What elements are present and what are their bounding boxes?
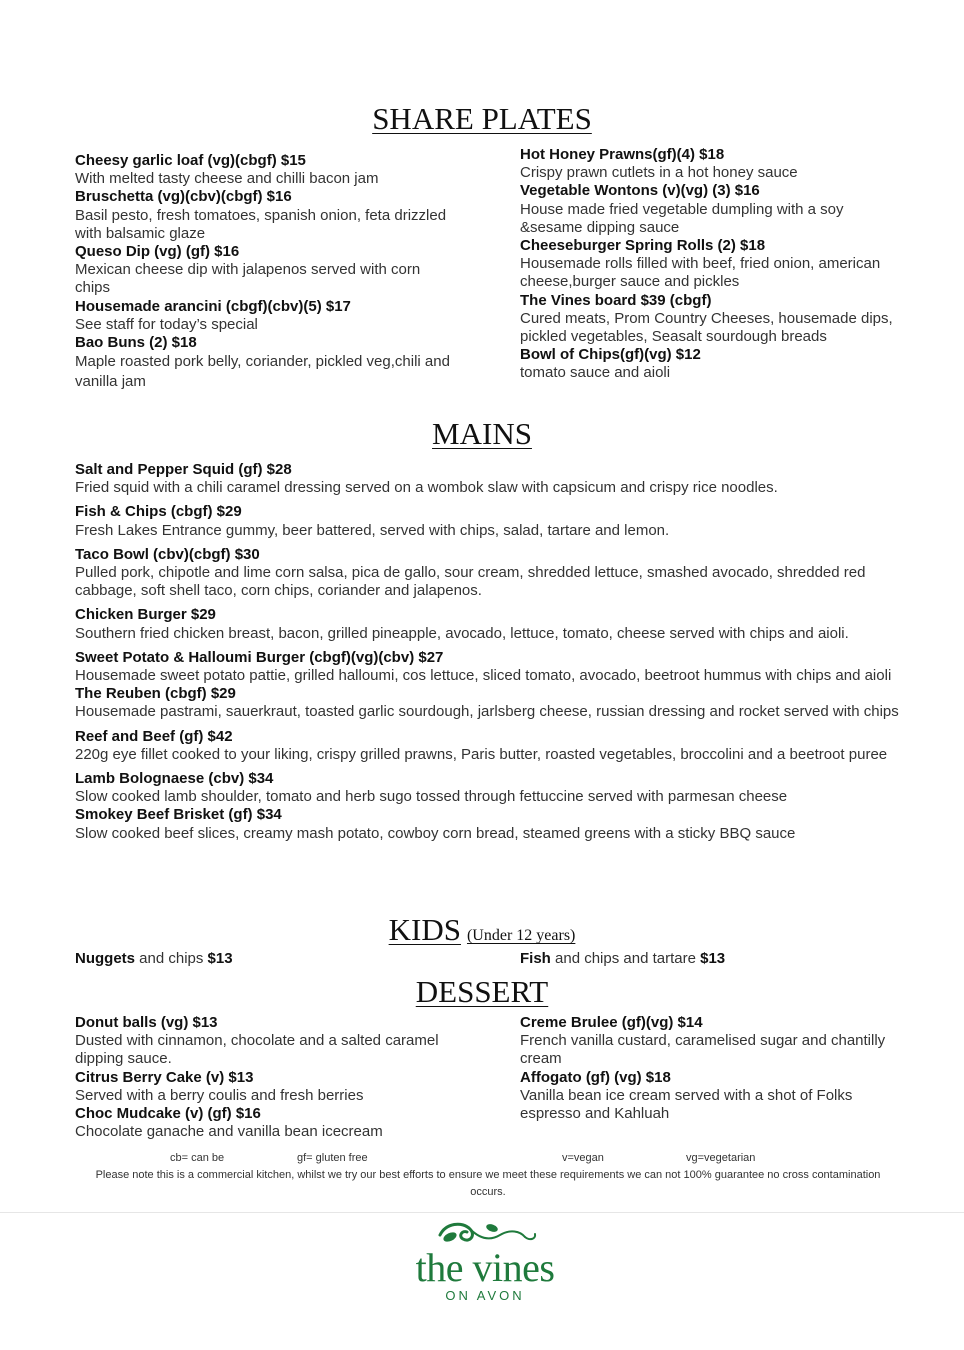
- item-description: Housemade rolls filled with beef, fried onion, american cheese,burger sauce and pickles: [520, 255, 881, 291]
- share-plates-heading: SHARE PLATES: [372, 101, 592, 136]
- item-name: The Vines board $39 (cbgf): [520, 291, 712, 309]
- allergen-note: Please note this is a commercial kitchen, whilst we try our best efforts to ensure we meet these requirements we can not 100% guarantee no cross contamination occurs.: [95, 1169, 881, 1198]
- kids-item-left: Nuggets and chips $13: [75, 950, 233, 967]
- list-item: [75, 243, 455, 298]
- item-description: Fried squid with a chili caramel dressing served on a wombok slaw with capsicum and crispy rice noodles.: [75, 479, 778, 497]
- share-plates-right-column: [520, 146, 895, 383]
- logo: [380, 1215, 590, 1310]
- list-item: [75, 728, 905, 764]
- kids-heading: KIDS (Under 12 years): [388, 912, 576, 947]
- logo-title: the vines: [415, 1245, 555, 1290]
- list-item: [520, 237, 895, 292]
- item-description: Slow cooked beef slices, creamy mash potato, cowboy corn bread, steamed greens with a sticky BBQ sauce: [75, 824, 796, 842]
- item-description: Housemade pastrami, sauerkraut, toasted garlic sourdough, jarlsberg cheese, russian dressing and rocket served with chips: [75, 703, 899, 721]
- item-description: tomato sauce and aioli: [520, 364, 671, 382]
- item-description: Southern fried chicken breast, bacon, grilled pineapple, avocado, lettuce, tomato, cheese served with chips and aioli.: [75, 624, 849, 642]
- item-description: French vanilla custard, caramelised sugar and chantilly cream: [520, 1032, 886, 1068]
- item-name: Donut balls (vg) $13: [75, 1014, 218, 1031]
- list-item: [75, 546, 905, 601]
- item-name: Vegetable Wontons (v)(vg) (3) $16: [520, 182, 760, 200]
- kids-subtitle: (Under 12 years): [466, 927, 576, 944]
- list-item: [75, 334, 455, 392]
- item-name: Bruschetta (vg)(cbv)(cbgf) $16: [75, 188, 292, 206]
- item-name: Creme Brulee (gf)(vg) $14: [520, 1014, 703, 1031]
- legend-vg: vg=vegetarian: [686, 1152, 756, 1164]
- item-name: Cheesy garlic loaf (vg)(cbgf) $15: [75, 152, 306, 169]
- mains-list: [75, 461, 905, 843]
- item-description: Slow cooked lamb shoulder, tomato and herb sugo tossed through fettuccine served with parmesan cheese: [75, 788, 788, 806]
- item-name: Choc Mudcake (v) (gf) $16: [75, 1105, 261, 1123]
- item-name: Sweet Potato & Halloumi Burger (cbgf)(vg)(cbv) $27: [75, 648, 444, 666]
- item-description: 220g eye fillet cooked to your liking, crispy grilled prawns, Paris butter, roasted vegetables, broccolini and a beetroot puree: [75, 745, 888, 763]
- list-item: [75, 685, 905, 721]
- legend-cb: cb= can be: [170, 1152, 225, 1164]
- item-name: Lamb Bolognaese (cbv) $34: [75, 770, 274, 788]
- item-description: Fresh Lakes Entrance gummy, beer battered, served with chips, salad, tartare and lemon.: [75, 521, 670, 539]
- list-item: [75, 1014, 440, 1069]
- share-plates-left-column: [75, 152, 455, 392]
- item-description: Housemade sweet potato pattie, grilled halloumi, cos lettuce, sliced tomato, avocado, beetroot hummus with chips and aioli: [75, 667, 892, 685]
- kids-item-right: Fish and chips and tartare $13: [520, 950, 726, 967]
- item-name: Affogato (gf) (vg) $18: [520, 1068, 671, 1086]
- item-name: Bao Buns (2) $18: [75, 334, 197, 352]
- list-item: [75, 1105, 440, 1141]
- list-item: [75, 606, 905, 642]
- item-name: Fish & Chips (cbgf) $29: [75, 503, 242, 521]
- item-name: Cheeseburger Spring Rolls (2) $18: [520, 237, 766, 255]
- list-item: [520, 182, 895, 237]
- item-name: Hot Honey Prawns(gf)(4) $18: [520, 146, 725, 163]
- item-description: Cured meats, Prom Country Cheeses, housemade dips, pickled vegetables, Seasalt sourdough breads: [520, 309, 893, 346]
- legend-gf: gf= gluten free: [297, 1152, 368, 1164]
- list-item: [75, 298, 455, 334]
- item-description: Served with a berry coulis and fresh berries: [75, 1086, 364, 1104]
- list-item: [520, 146, 895, 182]
- divider: [0, 1212, 964, 1213]
- item-name: Queso Dip (vg) (gf) $16: [75, 243, 240, 261]
- item-name: Reef and Beef (gf) $42: [75, 727, 233, 745]
- list-item: [75, 503, 905, 539]
- item-description: Crispy prawn cutlets in a hot honey sauce: [520, 164, 798, 182]
- list-item: [75, 152, 455, 188]
- list-item: [520, 1069, 895, 1124]
- item-name: Salt and Pepper Squid (gf) $28: [75, 461, 292, 478]
- dessert-left-column: [75, 1014, 440, 1141]
- list-item: [75, 188, 455, 243]
- list-item: [520, 346, 895, 382]
- list-item: [75, 1069, 440, 1105]
- list-item: [75, 806, 905, 842]
- list-item: [75, 461, 905, 497]
- legend-v: v=vegan: [562, 1152, 604, 1164]
- item-name: Bowl of Chips(gf)(vg) $12: [520, 346, 701, 364]
- list-item: [520, 1014, 895, 1069]
- item-description: Basil pesto, fresh tomatoes, spanish onion, feta drizzled with balsamic glaze: [75, 206, 447, 242]
- mains-heading: MAINS: [432, 416, 532, 451]
- item-description: Chocolate ganache and vanilla bean icecream: [75, 1123, 383, 1141]
- item-name: The Reuben (cbgf) $29: [75, 685, 236, 703]
- item-description: Pulled pork, chipotle and lime corn salsa, pica de gallo, sour cream, shredded lettuce, smashed avocado, shredded red cabbage, soft shell taco, corn chips, coriander and jalapenos.: [75, 564, 866, 600]
- item-name: Housemade arancini (cbgf)(cbv)(5) $17: [75, 297, 351, 315]
- item-name: Taco Bowl (cbv)(cbgf) $30: [75, 545, 260, 563]
- item-name: Citrus Berry Cake (v) $13: [75, 1068, 254, 1086]
- item-name: Chicken Burger $29: [75, 606, 216, 624]
- item-description: See staff for today’s special: [75, 315, 258, 333]
- item-description: Mexican cheese dip with jalapenos served with corn chips: [75, 261, 421, 297]
- list-item: [75, 649, 905, 685]
- item-description: Vanilla bean ice cream served with a shot of Folks espresso and Kahluah: [520, 1086, 853, 1123]
- dessert-heading: DESSERT: [415, 974, 549, 1009]
- dessert-right-column: [520, 1014, 895, 1123]
- list-item: [520, 292, 895, 347]
- logo-subtitle: ON AVON: [445, 1288, 525, 1303]
- item-description: Maple roasted pork belly, coriander, pickled veg,chili and vanilla jam: [75, 353, 450, 391]
- item-description: With melted tasty cheese and chilli bacon jam: [75, 170, 379, 188]
- item-name: Smokey Beef Brisket (gf) $34: [75, 806, 282, 824]
- item-description: House made fried vegetable dumpling with a soy &sesame dipping sauce: [520, 200, 844, 236]
- item-description: Dusted with cinnamon, chocolate and a salted caramel dipping sauce.: [75, 1032, 439, 1068]
- list-item: [75, 770, 905, 806]
